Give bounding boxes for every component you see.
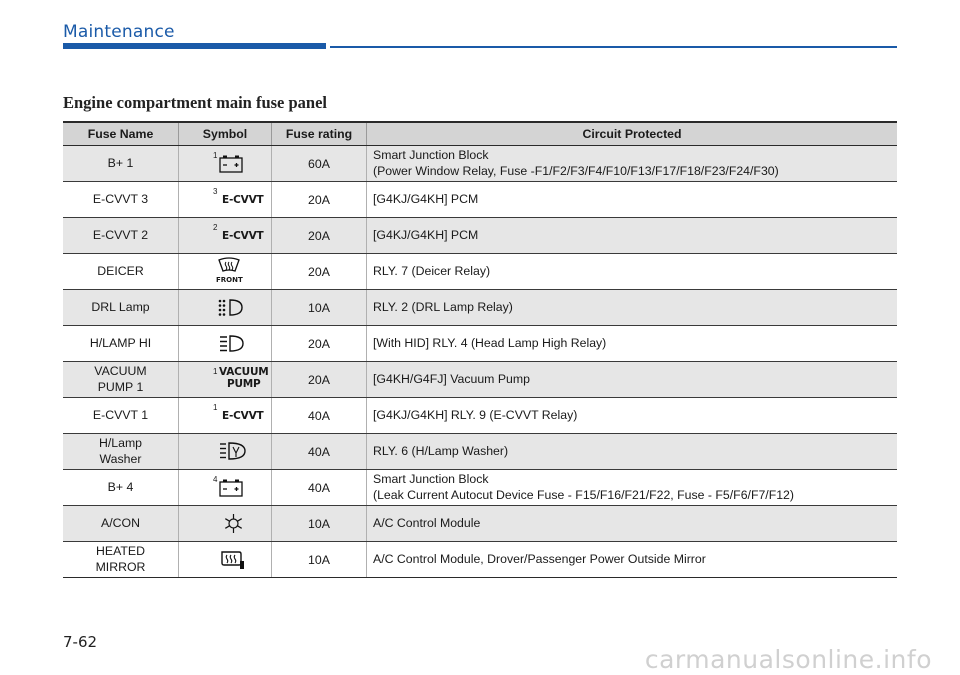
section-title: Maintenance bbox=[63, 22, 175, 42]
vacuum-pump-symbol-line: PUMP bbox=[226, 378, 261, 391]
fuse-rating: 20A bbox=[272, 362, 367, 398]
fuse-name: B+ 4 bbox=[63, 470, 179, 506]
fuse-symbol bbox=[179, 182, 272, 218]
circuit-protected: [G4KH/G4FJ] Vacuum Pump bbox=[367, 362, 898, 398]
fuse-name-line: HEATED bbox=[96, 544, 145, 559]
symbol-superscript: 1 bbox=[213, 367, 218, 376]
column-header-symbol: Symbol bbox=[179, 122, 272, 146]
fuse-name: E-CVVT 1 bbox=[63, 398, 179, 434]
fuse-symbol bbox=[179, 326, 272, 362]
symbol-superscript: 1 bbox=[213, 403, 218, 412]
fuse-symbol bbox=[179, 542, 272, 578]
fuse-symbol bbox=[179, 470, 272, 506]
fuse-rating: 20A bbox=[272, 182, 367, 218]
circuit-protected: [G4KJ/G4KH] RLY. 9 (E-CVVT Relay) bbox=[367, 398, 898, 434]
table-row bbox=[63, 362, 897, 398]
fuse-rating: 40A bbox=[272, 470, 367, 506]
circuit-protected: [With HID] RLY. 4 (Head Lamp High Relay) bbox=[367, 326, 898, 362]
table-row bbox=[63, 326, 897, 362]
section-rule-thin bbox=[330, 46, 897, 48]
circuit-line: (Power Window Relay, Fuse -F1/F2/F3/F4/F10/F13/F17/F18/F23/F24/F30) bbox=[373, 163, 779, 178]
fuse-rating: 60A bbox=[272, 146, 367, 182]
circuit-protected bbox=[367, 470, 898, 506]
headlamp-high-icon bbox=[219, 334, 245, 353]
fuse-symbol bbox=[179, 362, 272, 398]
fuse-name bbox=[63, 542, 179, 578]
circuit-line: (Leak Current Autocut Device Fuse - F15/F16/F21/F22, Fuse - F5/F6/F7/F12) bbox=[373, 487, 794, 502]
battery-icon bbox=[219, 478, 243, 497]
fuse-name: E-CVVT 3 bbox=[63, 182, 179, 218]
fuse-symbol bbox=[179, 146, 272, 182]
fuse-symbol bbox=[179, 398, 272, 434]
fuse-rating: 10A bbox=[272, 290, 367, 326]
column-header-circuit-protected: Circuit Protected bbox=[367, 122, 898, 146]
fuse-rating: 20A bbox=[272, 326, 367, 362]
fuse-rating: 40A bbox=[272, 398, 367, 434]
fuse-name: E-CVVT 2 bbox=[63, 218, 179, 254]
fuse-name: DEICER bbox=[63, 254, 179, 290]
fuse-name bbox=[63, 362, 179, 398]
symbol-superscript: 1 bbox=[213, 151, 218, 160]
headlamp-washer-icon bbox=[219, 441, 247, 462]
fuse-rating: 40A bbox=[272, 434, 367, 470]
page-heading: Engine compartment main fuse panel bbox=[63, 93, 327, 112]
circuit-protected: A/C Control Module, Drover/Passenger Power Outside Mirror bbox=[367, 542, 898, 578]
fuse-name-line: H/Lamp bbox=[98, 436, 143, 451]
drl-lamp-icon bbox=[217, 298, 245, 317]
circuit-protected bbox=[367, 146, 898, 182]
table-row bbox=[63, 218, 897, 254]
fuse-name: H/LAMP HI bbox=[63, 326, 179, 362]
fuse-name-line: Washer bbox=[99, 451, 142, 466]
fuse-symbol bbox=[179, 506, 272, 542]
table-row bbox=[63, 254, 897, 290]
ac-snowflake-icon bbox=[223, 513, 244, 534]
front-defroster-icon bbox=[216, 257, 242, 276]
table-row bbox=[63, 506, 897, 542]
table-row bbox=[63, 542, 897, 578]
fuse-name-line: MIRROR bbox=[95, 559, 146, 574]
vacuum-pump-symbol-text bbox=[219, 366, 269, 390]
table-row bbox=[63, 434, 897, 470]
circuit-protected: A/C Control Module bbox=[367, 506, 898, 542]
ecvvt-symbol-text: E-CVVT bbox=[222, 194, 264, 206]
circuit-protected: RLY. 7 (Deicer Relay) bbox=[367, 254, 898, 290]
table-header-row bbox=[63, 122, 897, 146]
symbol-superscript: 3 bbox=[213, 187, 218, 196]
fuse-rating: 10A bbox=[272, 542, 367, 578]
ecvvt-symbol-text: E-CVVT bbox=[222, 410, 264, 422]
battery-icon bbox=[219, 154, 243, 173]
vacuum-pump-symbol-line: VACUUM bbox=[219, 366, 269, 378]
circuit-protected: RLY. 6 (H/Lamp Washer) bbox=[367, 434, 898, 470]
fuse-rating: 10A bbox=[272, 506, 367, 542]
table-row bbox=[63, 146, 897, 182]
table-row bbox=[63, 182, 897, 218]
column-header-fuse-rating: Fuse rating bbox=[272, 122, 367, 146]
fuse-table bbox=[63, 121, 897, 578]
fuse-name: DRL Lamp bbox=[63, 290, 179, 326]
fuse-name-line: VACUUM bbox=[94, 364, 147, 379]
circuit-protected: [G4KJ/G4KH] PCM bbox=[367, 218, 898, 254]
table-row bbox=[63, 290, 897, 326]
fuse-name: B+ 1 bbox=[63, 146, 179, 182]
circuit-line: Smart Junction Block bbox=[373, 471, 489, 486]
circuit-line: Smart Junction Block bbox=[373, 147, 489, 162]
fuse-rating: 20A bbox=[272, 218, 367, 254]
column-header-fuse-name: Fuse Name bbox=[63, 122, 179, 146]
section-rule-thick bbox=[63, 43, 326, 49]
watermark: carmanualsonline.info bbox=[644, 645, 932, 674]
heated-mirror-icon bbox=[220, 549, 246, 571]
circuit-protected: RLY. 2 (DRL Lamp Relay) bbox=[367, 290, 898, 326]
fuse-name-line: PUMP 1 bbox=[97, 379, 144, 394]
fuse-name: A/CON bbox=[63, 506, 179, 542]
fuse-name bbox=[63, 434, 179, 470]
fuse-symbol bbox=[179, 254, 272, 290]
ecvvt-symbol-text: E-CVVT bbox=[222, 230, 264, 242]
fuse-symbol bbox=[179, 290, 272, 326]
fuse-symbol bbox=[179, 218, 272, 254]
front-defroster-label: FRONT bbox=[216, 276, 243, 284]
symbol-superscript: 2 bbox=[213, 223, 218, 232]
table-row bbox=[63, 470, 897, 506]
fuse-symbol bbox=[179, 434, 272, 470]
symbol-superscript: 4 bbox=[213, 475, 218, 484]
circuit-protected: [G4KJ/G4KH] PCM bbox=[367, 182, 898, 218]
table-row bbox=[63, 398, 897, 434]
page-number: 7-62 bbox=[63, 633, 98, 651]
fuse-rating: 20A bbox=[272, 254, 367, 290]
